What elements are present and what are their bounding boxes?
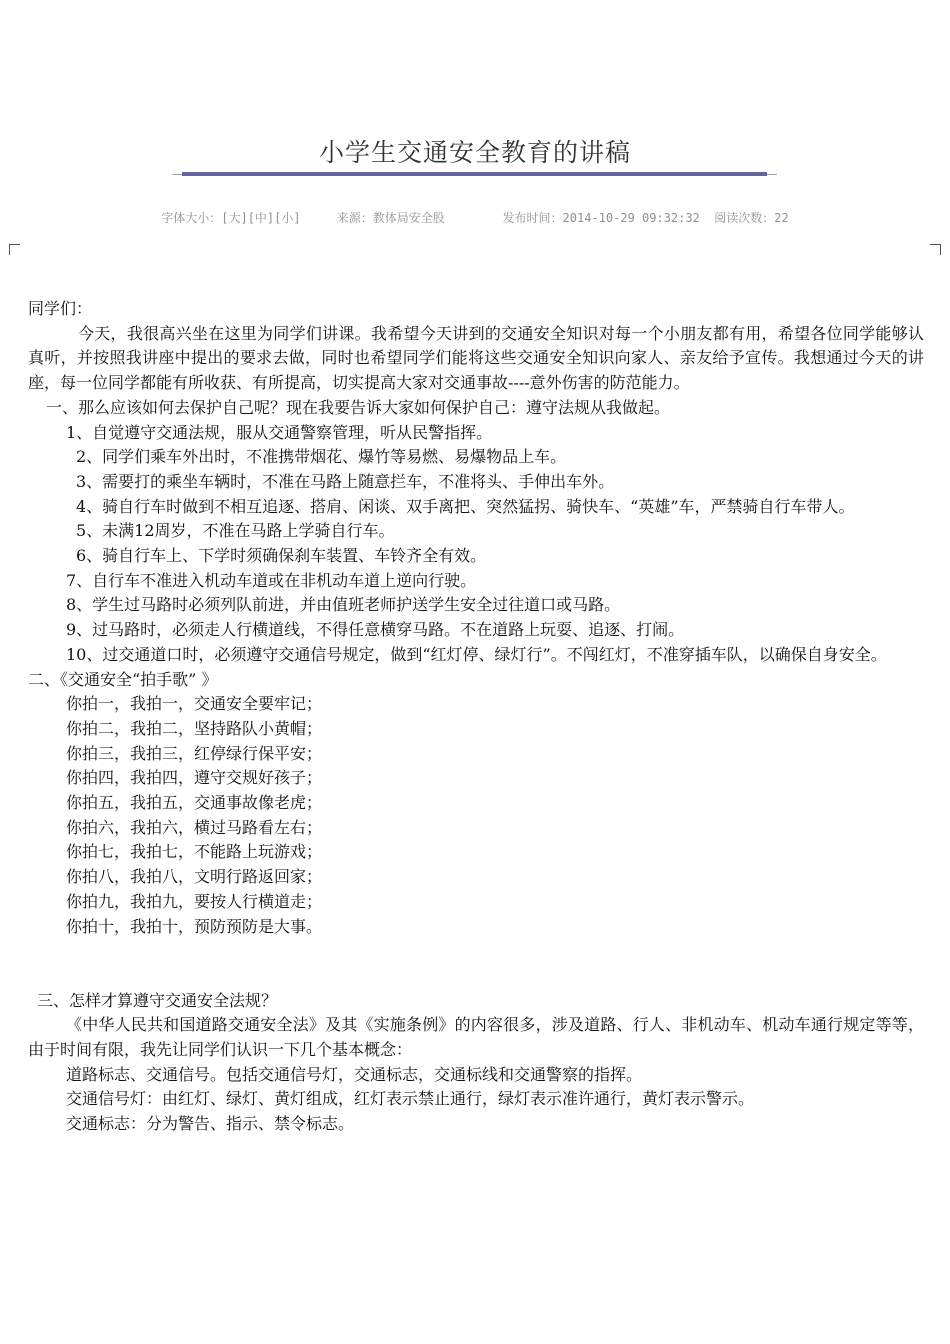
- font-size-control[interactable]: 字体大小：[大][中][小]: [161, 211, 301, 225]
- text-line: 9、过马路时，必须走人行横道线，不得任意横穿马路。不在道路上玩耍、追逐、打闹。: [66, 620, 685, 640]
- article-source: 来源：教体局安全股: [336, 211, 445, 225]
- text-line: 你拍三，我拍三，红停绿行保平安；: [66, 743, 323, 763]
- text-line: 你拍九，我拍九，要按人行横道走；: [66, 891, 323, 911]
- crop-mark-right: [930, 244, 941, 255]
- text-line: 交通信号灯：由红灯、绿灯、黄灯组成，红灯表示禁止通行，绿灯表示准许通行，黄灯表示警示。: [66, 1089, 755, 1109]
- text-line: 8、学生过马路时必须列队前进，并由值班老师护送学生安全过往道口或马路。: [66, 595, 621, 615]
- text-line: 3、需要打的乘坐车辆时，不准在马路上随意拦车，不准将头、手伸出车外。: [76, 471, 615, 491]
- article-meta: [0, 209, 950, 226]
- text-line: 你拍二，我拍二，坚持路队小黄帽；: [66, 718, 323, 738]
- text-line: 你拍五，我拍五，交通事故像老虎；: [66, 793, 323, 813]
- title-underline: [172, 172, 777, 177]
- text-line: 你拍七，我拍七，不能路上玩游戏；: [66, 842, 323, 862]
- text-line: 你拍十，我拍十，预防预防是大事。: [66, 916, 323, 936]
- article-title: 小学生交通安全教育的讲稿: [318, 138, 631, 167]
- text-line: 你拍六，我拍六，横过马路看左右；: [66, 817, 323, 837]
- text-line: 同学们：: [28, 299, 93, 318]
- text-line: 2、同学们乘车外出时，不准携带烟花、爆竹等易燃、易爆物品上车。: [76, 447, 567, 467]
- text-line: 4、骑自行车时做到不相互追逐、搭肩、闲谈、双手离把、突然猛拐、骑快车、“英雄”车，严禁骑自行车带人。: [76, 496, 855, 516]
- read-count: 阅读次数：22: [714, 211, 789, 225]
- text-line: 你拍八，我拍八，文明行路返回家；: [66, 867, 323, 887]
- text-line: 你拍一，我拍一，交通安全要牢记；: [66, 694, 323, 714]
- text-line: 今天，我很高兴坐在这里为同学们讲课。我希望今天讲到的交通安全知识对每一个小朋友都有用，希望各位同学能够认真听，并按照我讲座中提出的要求去做，同时也希望同学们能将这些交通安全知识向家人、亲友给予宣传。我想通过今天的讲座，每一位同学都能有所收获、有所提高，切实提高大家对交通事故----意外伤害的防范能力。: [28, 323, 924, 393]
- text-line: 二、《交通安全“拍手歌” 》: [28, 669, 218, 689]
- text-line: 一、那么应该如何去保护自己呢？现在我要告诉大家如何保护自己：遵守法规从我做起。: [46, 397, 671, 417]
- publish-time: 发布时间：2014-10-29 09:32:32: [502, 211, 700, 225]
- text-line: 你拍四，我拍四，遵守交规好孩子；: [66, 768, 323, 788]
- text-line: 交通标志：分为警告、指示、禁令标志。: [66, 1114, 355, 1134]
- text-line: 三、怎样才算遵守交通安全法规？: [37, 990, 278, 1010]
- text-line: 5、未满12周岁，不准在马路上学骑自行车。: [76, 521, 395, 541]
- text-line: [28, 939, 924, 964]
- text-line: 7、自行车不准进入机动车道或在非机动车道上逆向行驶。: [66, 570, 477, 590]
- text-line: 1、自觉遵守交通法规，服从交通警察管理，听从民警指挥。: [66, 422, 493, 442]
- article-body: [28, 297, 924, 1137]
- crop-mark-left: [9, 244, 20, 255]
- text-line: 10、过交通道口时，必须遵守交通信号规定，做到“红灯停、绿灯行”。不闯红灯，不准穿插车队，以确保自身安全。: [66, 644, 887, 664]
- text-line: 6、骑自行车上、下学时须确保刹车装置、车铃齐全有效。: [76, 546, 487, 566]
- text-line: 道路标志、交通信号。包括交通信号灯，交通标志，交通标线和交通警察的指挥。: [66, 1064, 643, 1084]
- text-line: [28, 964, 924, 989]
- text-line: 《中华人民共和国道路交通安全法》及其《实施条例》的内容很多，涉及道路、行人、非机动车、机动车通行规定等等，由于时间有限，我先让同学们认识一下几个基本概念：: [28, 1015, 924, 1060]
